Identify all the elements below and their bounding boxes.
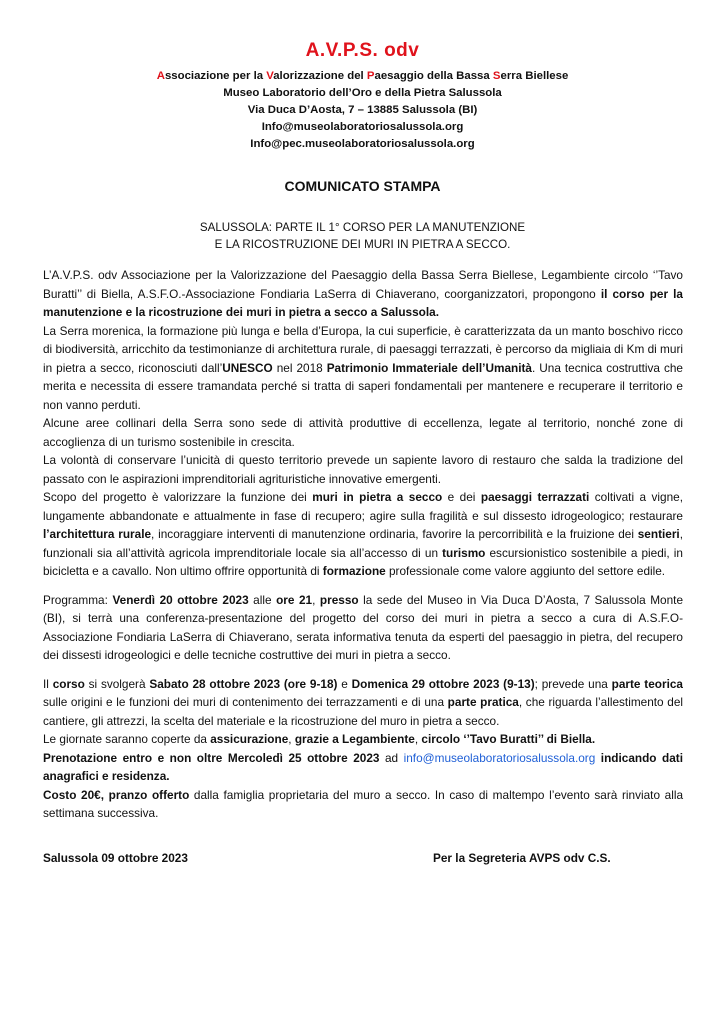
bold-text: assicurazione <box>210 732 289 746</box>
text-run: sulle origini e le funzioni dei muri di contenimento dei terrazzamenti e di una <box>43 695 448 709</box>
text-run: , funzionali sia all’attività agricola imprenditoriale locale sia all’accesso di un <box>43 527 683 560</box>
bold-text: grazie a Legambiente <box>294 732 415 746</box>
bold-text: sentieri <box>637 527 680 541</box>
bold-text: UNESCO <box>222 360 273 375</box>
bold-text: muri in pietra a secco <box>312 490 443 504</box>
bold-text: corso <box>52 676 85 691</box>
address: Via Duca D’Aosta, 7 – 13885 Salussola (BI) <box>247 104 478 116</box>
text-run: la sede del Museo in Via Duca D’Aosta, 7 Salussola Monte (BI), si terrà una conferenza-presentazione del progetto del corso dei muri in pietra a secco a cura di A.S.F.O-Associazione Fondiaria LaSerra di Chiaverano, serata informativa tenuta da esperti del paesaggio in pietra, del recupero dei dissesti idrogeologici e delle tecniche costruttive dei muri in pietra a secco. <box>43 592 684 662</box>
text-run: La volontà di conservare l’unicità di questo territorio prevede un sapiente lavoro di restauro che salda la tradizione del passato con le aspirazioni imprenditoriali agrituristiche innovative emergenti. <box>43 453 683 486</box>
subject <box>0 219 725 253</box>
pec-email[interactable]: Info@pec.museolaboratoriosalussola.org <box>250 138 475 150</box>
paragraph <box>43 266 683 581</box>
text-run: , <box>312 592 320 607</box>
org-name-segment: erra Biellese <box>500 70 569 82</box>
org-full-name <box>0 68 725 85</box>
org-name-segment: ssociazione per la <box>164 70 267 82</box>
text-run: L’A.V.P.S. odv Associazione per la Valorizzazione del Paesaggio della Bassa Serra Biellese, Legambiente circolo ‘’Tavo Buratti’’ di Biella, A.S.F.O.-Associazione Fondiaria LaSerra di Chiaverano, coorganizzatori, propongono <box>43 268 683 301</box>
text-run: Programma: <box>43 592 113 607</box>
text-run: , incoraggiare interventi di manutenzione ordinaria, favorire la percorribilità e la fruizione dei <box>151 527 638 541</box>
bold-text: Domenica 29 ottobre 2023 (9-13) <box>351 676 535 691</box>
text-run: ad <box>379 750 404 765</box>
bold-text: formazione <box>322 564 386 578</box>
text-run: . Una tecnica costruttiva che merita e necessita di essere tramandata perché si tratta di saperi fondamentali per mantenere e recuperare il territorio e non vanno perduti. <box>43 360 683 412</box>
press-release-title: COMUNICATO STAMPA <box>284 178 441 194</box>
text-run: ; prevede una <box>534 676 612 691</box>
org-initial: P <box>366 70 375 82</box>
org-initial: A <box>156 70 165 82</box>
place-date: Salussola 09 ottobre 2023 <box>43 851 188 865</box>
paragraph <box>43 591 683 665</box>
text-run: coltivati a vigne, lungamente abbandonate e attualmente in fase di recupero; agire sulla fragilità e sul dissesto idrogeologico; restaurare <box>43 490 684 523</box>
subject-line-1: SALUSSOLA: PARTE IL 1° CORSO PER LA MANUTENZIONE <box>199 221 526 234</box>
text-run: Scopo del progetto è valorizzare la funzione dei <box>43 490 313 504</box>
subject-line-2: E LA RICOSTRUZIONE DEI MURI IN PIETRA A SECCO. <box>214 238 511 251</box>
text-run: Alcune aree collinari della Serra sono sede di attività produttive di eccellenza, legate al territorio, nonché zone di accoglienza di un turismo sostenibile in crescita. <box>43 416 683 449</box>
org-initial: S <box>492 70 501 82</box>
text-run: La Serra morenica, la formazione più lunga e bella d’Europa, la cui superficie, è caratterizzata da un manto boschivo ricco di biodiversità, arricchito da testimonianze di architettura rurale, di paesaggi terrazzati, è percorso da migliaia di Km di muri in pietra a secco, riconosciuti dall’ <box>43 323 683 375</box>
email-link[interactable]: info@museolaboratoriosalussola.org <box>403 750 596 765</box>
bold-text: Prenotazione entro e non oltre Mercoledì 25 ottobre 2023 <box>43 750 380 765</box>
org-name-segment: alorizzazione del <box>273 70 367 82</box>
text-run: escursionistico sostenibile a piedi, in bicicletta e a cavallo. Non ultimo offrire opportunità di <box>43 545 683 578</box>
bold-text: indicando dati anagrafici e residenza. <box>43 750 683 783</box>
bold-text: il corso per la manutenzione e la ricostruzione dei muri in pietra a secco a Salussola. <box>43 286 683 319</box>
bold-text: parte pratica <box>447 695 519 709</box>
org-acronym: A.V.P.S. odv <box>305 40 420 61</box>
text-run: alle <box>248 592 277 607</box>
bold-text: l’architettura rurale <box>43 527 152 541</box>
text-run: si svolgerà <box>84 676 150 691</box>
bold-text: paesaggi terrazzati <box>480 490 590 504</box>
paragraph-gap <box>43 581 683 591</box>
text-run: , <box>288 732 295 746</box>
bold-text: Venerdì 20 ottobre 2023 <box>112 592 249 607</box>
bold-text: Patrimonio Immateriale dell’Umanità <box>326 360 532 375</box>
paragraph <box>43 675 683 823</box>
bold-text: presso <box>319 592 359 607</box>
text-run: Il <box>43 676 53 691</box>
paragraph-gap <box>43 665 683 675</box>
text-run: e dei <box>442 490 481 504</box>
text-run: dalla famiglia proprietaria del muro a secco. In caso di maltempo l’evento sarà rinviato alla settimana successiva. <box>43 787 684 820</box>
bold-text: Costo 20€, pranzo offerto <box>43 787 190 802</box>
bold-text: circolo ‘’Tavo Buratti’’ di Biella. <box>421 732 596 746</box>
bold-text: ore 21 <box>276 592 313 607</box>
email[interactable]: Info@museolaboratoriosalussola.org <box>261 121 464 133</box>
bold-text: Sabato 28 ottobre 2023 (ore 9-18) <box>149 676 338 691</box>
text-run: e <box>337 676 352 691</box>
org-name-segment: aesaggio della Bassa <box>374 70 493 82</box>
body-text <box>43 266 683 823</box>
text-run: professionale come valore aggiunto del settore edile. <box>385 564 666 578</box>
text-run: Le giornate saranno coperte da <box>43 732 211 746</box>
bold-text: parte teorica <box>611 676 683 691</box>
letterhead <box>0 40 725 153</box>
text-run: , che riguarda l’allestimento del cantiere, gli attrezzi, la scelta del materiale e la ricostruzione del muro in pietra a secco. <box>43 695 684 728</box>
text-run: nel 2018 <box>272 360 327 375</box>
museum-name: Museo Laboratorio dell’Oro e della Pietra Salussola <box>223 87 502 99</box>
org-initial: V <box>266 70 274 82</box>
text-run: , <box>414 732 422 746</box>
signature: Per la Segreteria AVPS odv C.S. <box>433 851 611 865</box>
bold-text: turismo <box>442 545 486 560</box>
